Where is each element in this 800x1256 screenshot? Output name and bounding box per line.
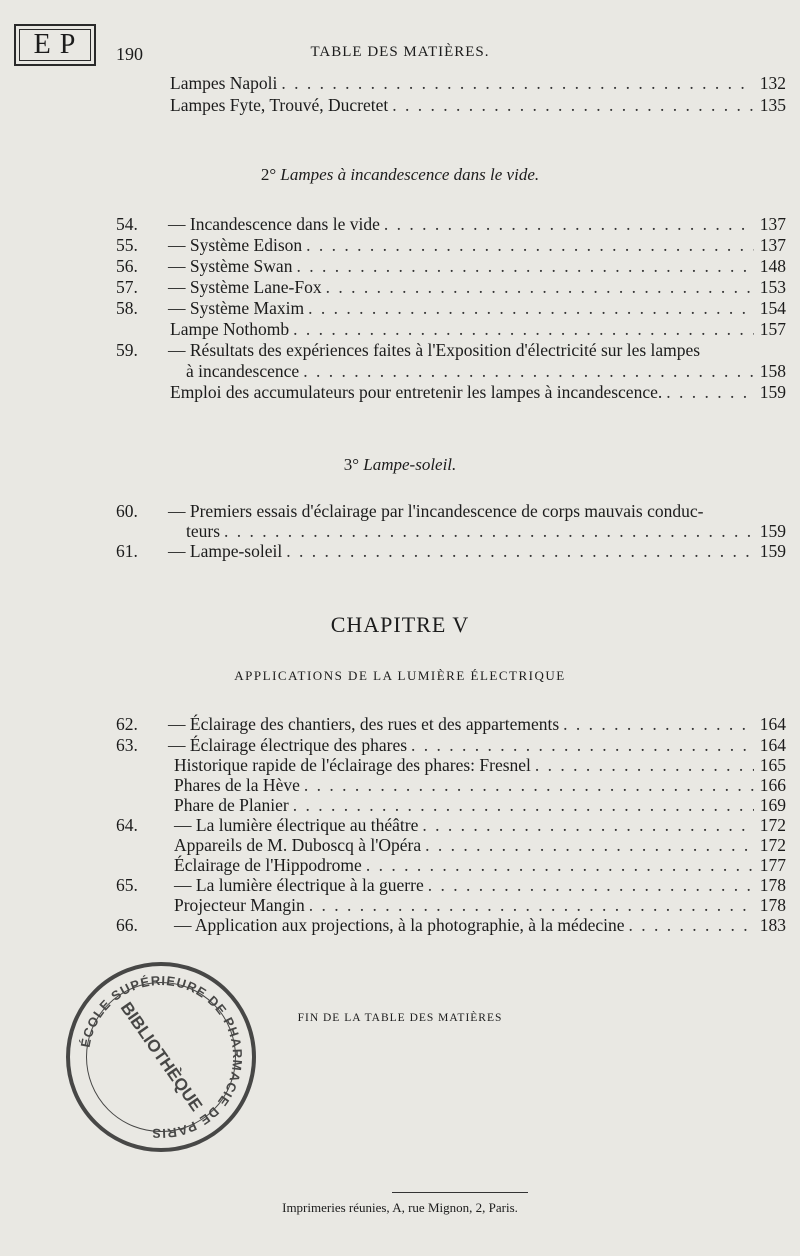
toc-entry-continuation: teurs . . . 159 <box>186 520 786 542</box>
page-number: 190 <box>116 44 143 64</box>
toc-entry: Appareils de M. Duboscq à l'Opéra . . . 172 <box>174 834 786 856</box>
svg-text:ÉCOLE SUPÉRIEURE DE PHARMACIE: ÉCOLE SUPÉRIEURE DE PHARMACIE DE PARIS <box>77 972 246 1142</box>
svg-text:BIBLIOTHÈQUE: BIBLIOTHÈQUE <box>116 998 207 1115</box>
logo-text: E P <box>33 29 77 60</box>
toc-entry: 57. — Système Lane-Fox . . . 153 <box>116 276 786 298</box>
section-heading: 3° Lampe-soleil. <box>343 455 457 474</box>
toc-entry: 65. — La lumière électrique à la guerre . . . 178 <box>116 874 786 896</box>
toc-entry: 61. — Lampe-soleil . . . 159 <box>116 540 786 562</box>
toc-entry: Phare de Planier . . . 169 <box>174 794 786 816</box>
footer-rule <box>392 1192 528 1193</box>
toc-entry: 60. — Premiers essais d'éclairage par l'incandescence de corps mauvais conduc- <box>116 501 704 521</box>
toc-entry: 58. — Système Maxim . . . 154 <box>116 297 786 319</box>
toc-entry: Lampe Nothomb . . . 157 <box>170 318 786 340</box>
section-heading: 2° Lampes à incandescence dans le vide. <box>260 165 540 184</box>
toc-entry: Phares de la Hève . . . 166 <box>174 774 786 796</box>
toc-entry: Projecteur Mangin . . . 178 <box>174 894 786 916</box>
toc-entry: Éclairage de l'Hippodrome . . . 177 <box>174 854 786 876</box>
end-of-table-note: FIN DE LA TABLE DES MATIÈRES <box>297 1012 503 1024</box>
toc-entry: 56. — Système Swan . . . 148 <box>116 255 786 277</box>
toc-entry: Emploi des accumulateurs pour entretenir les lampes à incandescence. . . . 159 <box>170 381 786 403</box>
chapter-title: CHAPITRE V <box>330 612 470 637</box>
toc-entry: 66. — Application aux projections, à la photographie, à la médecine . . . 183 <box>116 914 786 936</box>
running-head: TABLE DES MATIÈRES. <box>310 44 490 60</box>
toc-entry: Lampes Napoli . . . 132 <box>170 72 786 94</box>
toc-entry: 54. — Incandescence dans le vide . . . 137 <box>116 213 786 235</box>
stamp-lettering <box>66 962 256 1152</box>
printer-imprint: Imprimeries réunies, A, rue Mignon, 2, Paris. <box>282 1200 518 1215</box>
toc-entry: Lampes Fyte, Trouvé, Ducretet . . . 135 <box>170 94 786 116</box>
library-stamp <box>66 962 256 1152</box>
toc-entry: 62. — Éclairage des chantiers, des rues et des appartements . . . 164 <box>116 713 786 735</box>
toc-entry-continuation: à incandescence . . . 158 <box>186 360 786 382</box>
toc-entry: Historique rapide de l'éclairage des phares: Fresnel . . . 165 <box>174 754 786 776</box>
toc-entry: 59. — Résultats des expériences faites à l'Exposition d'électricité sur les lampes <box>116 340 701 360</box>
toc-entry: 63. — Éclairage électrique des phares . . . 164 <box>116 734 786 756</box>
toc-entry: 64. — La lumière électrique au théâtre . . . 172 <box>116 814 786 836</box>
toc-entry: 55. — Système Edison . . . 137 <box>116 234 786 256</box>
chapter-subtitle: APPLICATIONS DE LA LUMIÈRE ÉLECTRIQUE <box>234 668 566 683</box>
